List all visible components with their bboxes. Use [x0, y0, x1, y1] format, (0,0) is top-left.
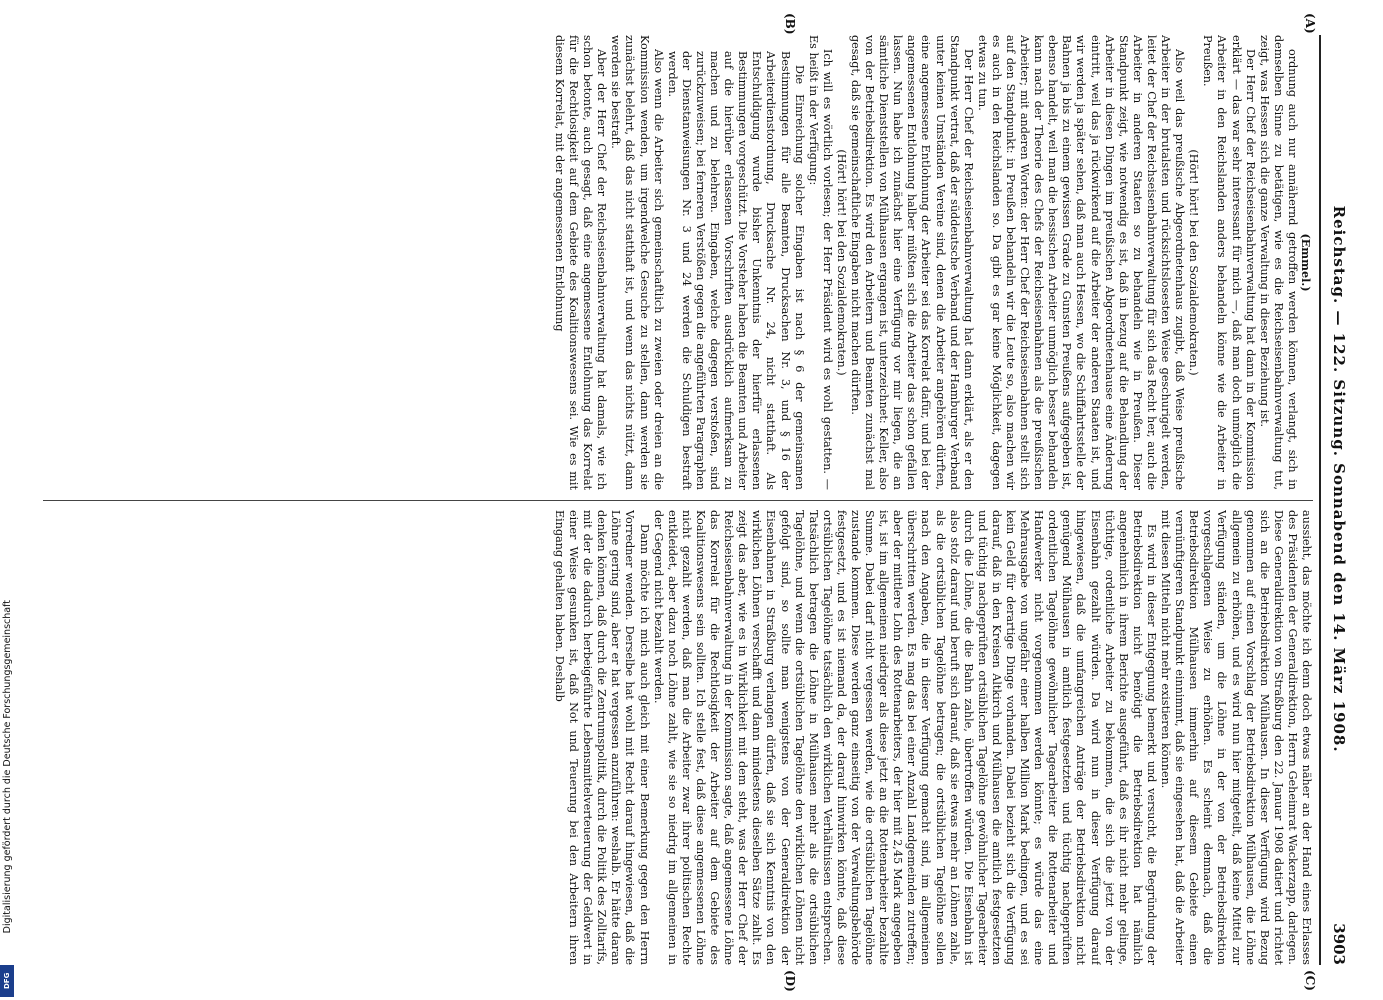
text-paragraph: Der Herr Chef der Reichseisenbahnverwaltung hat dann erklärt, als er den Standpunkt vertrat, daß der süddeutsche Verband und der Hamburger Verband unter keinen Umständen Vereine sind, denen die Arbeiter angehören dürften, eine angemessene Entlohnung der Arbeiter sei das Korrelat dafür, und bei der angemessenen Entlohnung halber müßten sich die Arbeiter das schon gefallen lassen. Nun habe ich zunächst hier eine Verfügung vor mir liegen, die an sämtliche Dienststellen von Mülhausen ergangen ist, unterzeichnet: Keller, also von der Betriebsdirektion. Es wird den Arbeitern und Beamten zunächst mal gesagt, daß sie gemeinschaftliche Eingaben nicht machen dürften.: [849, 35, 975, 490]
header-rule: [1319, 35, 1321, 965]
text-paragraph: Also wenn die Arbeiter sich gemeinschaftlich zu zweien oder dreien an die Kommission wenden, um irgendwelche Gesuche zu stellen, dann werden sie zunächst belehrt, daß das nicht statthaft ist, und wenn das nichts nützt, dann werden sie bestraft.: [609, 35, 665, 490]
text-paragraph: Ich will es wörtlich vorlesen; der Herr Präsident wird es wohl gestatten. — Es heißt in der Verfügung:: [806, 35, 834, 490]
quoted-regulation: Die Einreichung solcher Eingaben ist nach § 6 der gemeinsamen Bestimmungen für alle Beamten, Drucksachen Nr. 3, und § 16 der Arbeiterdienstordnung, Drucksache Nr. 24, nicht statthaft. Als Entschuldigung wurde bisher Unkenntnis der hierfür erlassenen Bestimmungen vorgeschützt. Die Vorsteher haben die Beamten und Arbeiter auf die hierüber erlassenen Vorschriften ausdrücklich aufmerksam zu machen und zu belehren. Eingaben, welche dagegen verstoßen, sind zurückzuweisen; bei ferneren Verstößen gegen die angeführten Paragraphen der Dienstanweisungen Nr. 3 und 24 werden die Schuldigen bestraft werden.: [665, 51, 806, 490]
interjection-line: (Hört! hört! bei den Sozialdemokraten.): [1187, 149, 1201, 376]
margin-marker-d: (D): [783, 970, 797, 992]
text-paragraph: Aber der Herr Chef der Reichseisenbahnverwaltung hat damals, wie ich schon betonte, auch gesagt, daß eine angemessene Entlohnung das Korrelat für die Rechtlosigkeit auf dem Gebiete des Koalitionswesens sei. Wie es mit diesem Korrelat, mit der angemessenen Entlohnung: [553, 35, 609, 490]
text-paragraph: Es wird in dieser Entgegnung bemerkt und versucht, die Begründung der Betriebsdirektion nicht benötigt die Betriebsdirektion hat nämlich angenehmlich in ihrem Berichte ausgeführt, daß es ihr nicht mehr gelinge, tüchtige, ordentliche Arbeiter zu bekommen, die sich die jetzt von der Eisenbahn gezahlt würden. Da wird nun in dieser Verfügung darauf hingewiesen, daß die umfangreichen Anträge der Betriebsdirektion nicht genügend Mülhausen in amtlich festgesetzten und tüchtig nachgeprüften ordentlichen Tagelöhne gewöhnlicher Tagearbeiter die Rottenarbeiter und Handwerker nicht vorgenommen werden könnte; es würde das eine Mehrausgabe von ungefähr einer halben Million Mark bedingen, und es sei kein Geld für derartige Dinge vorhanden. Dabei bezieht sich die Verfügung darauf, daß in den Kreisen Altkirch und Mülhausen die amtlich festgesetzten und tüchtig nachgeprüften ortsüblichen Tagelöhne gewöhnlicher Tagearbeiter durch die Löhne, die die Bahn zahle, übertroffen würden. Die Eisenbahn ist also stolz darauf und beruft sich darauf, daß sie etwas mehr an Löhnen zahle, als die ortsüblichen Tagelöhne betragen; die ortsüblichen Tagelöhne sollen nach den Angaben, die in dieser Verfügung gemacht sind, im allgemeinen überschritten werden. Es mag das bei einer Anzahl Landgemeinden zutreffen; aber der mittlere Lohn des Rottenarbeiters, der hier mit 2,45 Mark angegeben ist, ist im allgemeinen niedriger als diese jetzt an die Rottenarbeiter bezahlte Summe. Dabei darf nicht vergessen werden, wie die ortsüblichen Tagelöhne zustande kommen. Diese werden ganz einseitig von der Verwaltungsbehörde festgesetzt, und es ist niemand da, der darauf hinwirken könnte, daß diese ortsüblichen Tagelöhne tatsächlich den wirklichen Verhältnissen entsprechen. Tatsächlich betragen die Löhne in Mülhausen mehr als die ortsüblichen Tagelöhne, und wenn die ortsüblichen Tagelöhne den wirklichen Löhnen nicht gefolgt sind, so sollte man wenigstens von der Generaldirektion der Eisenbahnen in Straßburg verlangen dürfen, daß sie sich Kenntnis von den wirklichen Löhnen verschafft und dann mindestens dieselben Sätze zahlt. Es zeigt das aber, wie es in Wirklichkeit mit dem steht, was der Herr Chef der Reichseisenbahnverwaltung in der Kommission sagte, daß angemessene Löhne das Korrelat für die Rechtlosigkeit der Arbeiter auf dem Gebiete des Koalitionswesens sein sollten. Ich stelle fest, daß diese angemessenen Löhne nicht gezahlt werden, daß man die Arbeiter zwar ihrer politischen Rechte entkleidet, aber dazu noch Löhne zahlt, wie sie so niedrig im allgemeinen in der Gegend nicht bezahlt werden.: [651, 510, 1158, 965]
header-title: Reichstag. — 122. Sitzung. Sonnabend den 14. März 1908.: [1330, 205, 1348, 753]
margin-marker-b: (B): [783, 13, 797, 35]
right-text-column: [33, 510, 1313, 965]
margin-marker-c: (C): [1303, 970, 1317, 991]
page-number: 3903: [1330, 923, 1348, 965]
left-text-column: [33, 35, 1313, 490]
margin-marker-a: (A): [1303, 13, 1317, 34]
interjection-line: (Hört! hört! bei den Sozialdemokraten.): [834, 149, 848, 376]
page-header: [1321, 35, 1357, 965]
text-paragraph: Also weil das preußische Abgeordnetenhaus zugibt, daß Weise preußische Arbeiter in der brutalsten und rücksichtslosesten Weise geschurigelt werden, leitet der Chef der Reichseisenbahnverwaltung für sich das Recht her, auch die Arbeiter in anderen Staaten so zu behandeln wie in Preußen. Dieser Standpunkt zeigt, wie notwendig es ist, daß in bezug auf die Behandlung der Arbeiter in diesen Dingen im preußischen Abgeordnetenhause eine Änderung eintritt, weil das ja rückwirkend auf die Arbeiter der anderen Staaten ist, und wir werden ja später sehen, daß man auch Hessen, wo die Schiffahrtsstelle der Bahnen ja bis zu einem gewissen Grade zu Gunsten Preußens aufgegeben ist, ebenso handelt, weil man die hessischen Arbeiter unmöglich besser behandeln kann nach der Theorie des Chefs der Reichseisenbahnen als die preußischen Arbeiter; mit anderen Worten: der Herr Chef der Reichseisenbahnen stellt sich auf den Standpunkt: in Preußen behandeln wir die Leute so, also machen wir es auch in den Reichslanden so. Da gibt es gar keine Möglichkeit, dagegen etwas zu tun.: [975, 35, 1187, 490]
footer-text: Digitalisierung gefördert durch die Deutsche Forschungsgemeinschaft: [2, 600, 13, 934]
digitization-footer: [2, 600, 16, 995]
rotated-page-content: [27, 13, 1357, 992]
text-paragraph: Der Herr Chef der Reichseisenbahnverwaltung hat dann in der Kommission erklärt — das war sehr interessant für mich —, daß man doch unmöglich die Arbeiter in den Reichslanden anders behandeln könne wie die Arbeiter in Preußen.: [1201, 35, 1257, 490]
column-divider: [43, 500, 1313, 501]
speaker-name: (Emmel.): [1299, 233, 1313, 292]
dfg-logo: DFG: [0, 965, 14, 997]
text-paragraph: Dann möchte ich mich auch gleich mit einer Bemerkung gegen den Herrn Vorredner wenden. Derselbe hat wohl mit Recht darauf hingewiesen, daß die Löhne gering sind, aber er hat vergessen anzuführen: weshalb. Er hätte daran denken können, daß durch die Zentrumspolitik, durch die Politik des Zolltarifs, mit der die dadurch herbeigeführte Lebensmittelverteuerung der Geldwert in einer Weise gesunken ist, daß Not und Teuerung bei den Arbeitern ihren Eingang gehalten haben. Deshalb: [553, 510, 651, 965]
text-paragraph: ordnung auch nur annähernd getroffen werden können, verlangt, sich in demselben Sinne zu betätigen, wie es die Reichseisenbahnverwaltung tut, zeigt, was Hessen sich die ganze Verwaltung in dieser Beziehung ist.: [1257, 35, 1299, 490]
text-paragraph: aussieht, das möchte ich denn doch etwas näher an der Hand eines Erlasses des Präsidenten der Generaldirektion, Herrn Geheimrat Wackerzapp, darlegen. Diese Generaldirektion von Straßburg den 22. Januar 1908 datiert und richtet sich an die Betriebsdirektion Mülhausen. In dieser Verfügung wird Bezug genommen auf einen Vorschlag der Betriebsdirektion Mülhausen, die Löhne allgemein zu erhöhen, und es wird nun hier mitgeteilt, daß keine Mittel zur Verfügung ständen, um die Löhne in der von der Betriebsdirektion vorgeschlagenen Weise zu erhöhen. Es scheint demnach, daß die Betriebsdirektion Mülhausen immerhin auf diesem Gebiete einen vernünftigeren Standpunkt einnimmt, daß sie eingesehen hat, daß die Arbeiter mit diesen Mitteln nicht mehr existieren können.: [1159, 510, 1313, 965]
